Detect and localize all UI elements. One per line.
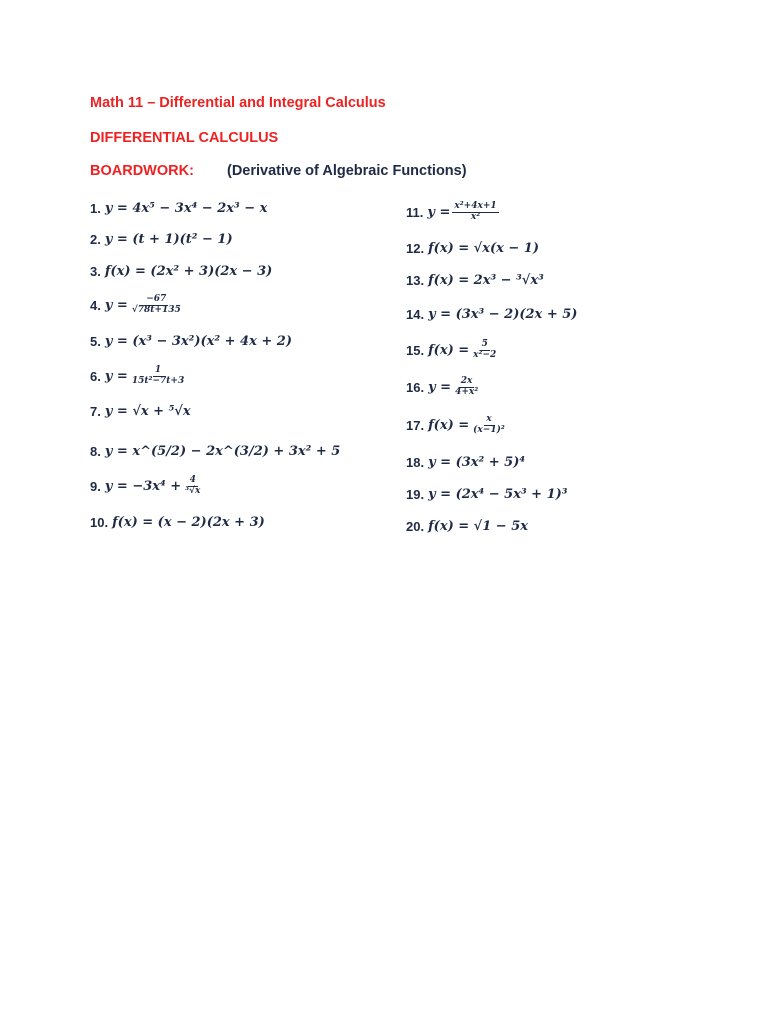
numerator: x²+4x+1 xyxy=(454,201,497,212)
problem-number: 20. xyxy=(406,518,425,534)
problem-expression: f(x) = (x − 2)(2x + 3) xyxy=(112,514,265,530)
problem-expression: y = x^(5/2) − 2x^(3/2) + 3x² + 5 xyxy=(104,443,341,459)
fraction xyxy=(183,476,202,496)
boardwork-label: BOARDWORK: xyxy=(90,163,194,179)
numerator: 5 xyxy=(481,339,488,350)
problem-number: 18. xyxy=(406,454,425,470)
problem-number: 5. xyxy=(90,333,101,349)
fraction xyxy=(471,415,507,435)
problem-lhs: y = xyxy=(104,368,128,384)
problem-lhs: y = xyxy=(428,379,452,395)
problem-expression: y = (x³ − 3x²)(x² + 4x + 2) xyxy=(104,333,292,349)
problem-item xyxy=(90,474,204,498)
problem-item xyxy=(406,514,528,538)
problem-number: 19. xyxy=(406,486,425,502)
problem-item xyxy=(406,338,500,362)
section-title: DIFFERENTIAL CALCULUS xyxy=(90,130,279,146)
denominator: 4+x² xyxy=(455,386,479,397)
problem-number: 7. xyxy=(90,403,101,419)
numerator: −67 xyxy=(146,294,167,305)
denominator: (x−1)² xyxy=(473,424,505,435)
numerator: 2x xyxy=(460,376,473,387)
denominator: √78t+135 xyxy=(131,304,181,315)
fraction xyxy=(130,366,186,386)
fraction xyxy=(453,377,480,397)
problem-number: 16. xyxy=(406,379,425,395)
denominator: 15t²−7t+3 xyxy=(131,375,185,386)
problem-item xyxy=(406,375,482,399)
problem-number: 11. xyxy=(406,204,424,220)
problem-expression: y = √x + ⁵√x xyxy=(104,403,191,419)
denominator: x² xyxy=(470,211,481,222)
subtitle: (Derivative of Algebraic Functions) xyxy=(227,163,467,179)
denominator: x²−2 xyxy=(473,349,497,360)
fraction xyxy=(130,295,183,315)
problem-item xyxy=(90,399,191,423)
problem-number: 12. xyxy=(406,240,425,256)
problem-number: 1. xyxy=(90,200,101,216)
problem-expression: f(x) = (2x² + 3)(2x − 3) xyxy=(104,263,273,279)
problem-item xyxy=(90,293,185,317)
problem-number: 4. xyxy=(90,297,101,313)
problem-item xyxy=(406,450,525,474)
problem-number: 15. xyxy=(406,342,425,358)
problem-item xyxy=(406,413,509,437)
problem-item xyxy=(406,302,577,326)
problem-number: 8. xyxy=(90,443,101,459)
problem-item xyxy=(90,227,233,251)
problem-item xyxy=(90,329,292,353)
problem-expression: y = (2x⁴ − 5x³ + 1)³ xyxy=(428,486,568,502)
problem-lhs: y = xyxy=(104,297,128,313)
problem-number: 9. xyxy=(90,478,101,494)
course-title: Math 11 – Differential and Integral Calculus xyxy=(90,95,386,111)
denominator: ³√x xyxy=(185,485,201,496)
problem-item xyxy=(90,510,265,534)
problem-expression: y = (3x³ − 2)(2x + 5) xyxy=(428,306,578,322)
problem-expression: y = 4x⁵ − 3x⁴ − 2x³ − x xyxy=(104,200,268,216)
problem-lhs: y = −3x⁴ + xyxy=(104,478,182,494)
problem-number: 3. xyxy=(90,263,101,279)
problem-expression: f(x) = √1 − 5x xyxy=(428,518,528,534)
problem-lhs: y = xyxy=(427,204,451,220)
problem-expression: f(x) = √x(x − 1) xyxy=(428,240,540,256)
fraction xyxy=(452,202,498,222)
problem-item xyxy=(90,259,272,283)
fraction xyxy=(471,340,498,360)
problem-number: 6. xyxy=(90,368,101,384)
problem-item xyxy=(90,364,188,388)
problem-number: 10. xyxy=(90,514,109,530)
problem-number: 13. xyxy=(406,272,425,288)
problem-expression: y = (3x² + 5)⁴ xyxy=(428,454,526,470)
problem-item xyxy=(90,439,340,463)
problem-item xyxy=(90,196,267,220)
problem-number: 14. xyxy=(406,306,425,322)
problem-lhs: f(x) = xyxy=(428,342,470,358)
problem-item xyxy=(406,482,568,506)
numerator: x xyxy=(486,414,492,425)
problem-number: 2. xyxy=(90,231,101,247)
problem-number: 17. xyxy=(406,417,425,433)
problem-item xyxy=(406,236,539,260)
problem-item xyxy=(406,268,544,292)
problem-lhs: f(x) = xyxy=(428,417,470,433)
problem-expression: y = (t + 1)(t² − 1) xyxy=(104,231,233,247)
problem-expression: f(x) = 2x³ − ³√x³ xyxy=(428,272,544,288)
numerator: 1 xyxy=(154,365,162,376)
problem-item xyxy=(406,200,501,224)
numerator: 4 xyxy=(189,475,196,486)
